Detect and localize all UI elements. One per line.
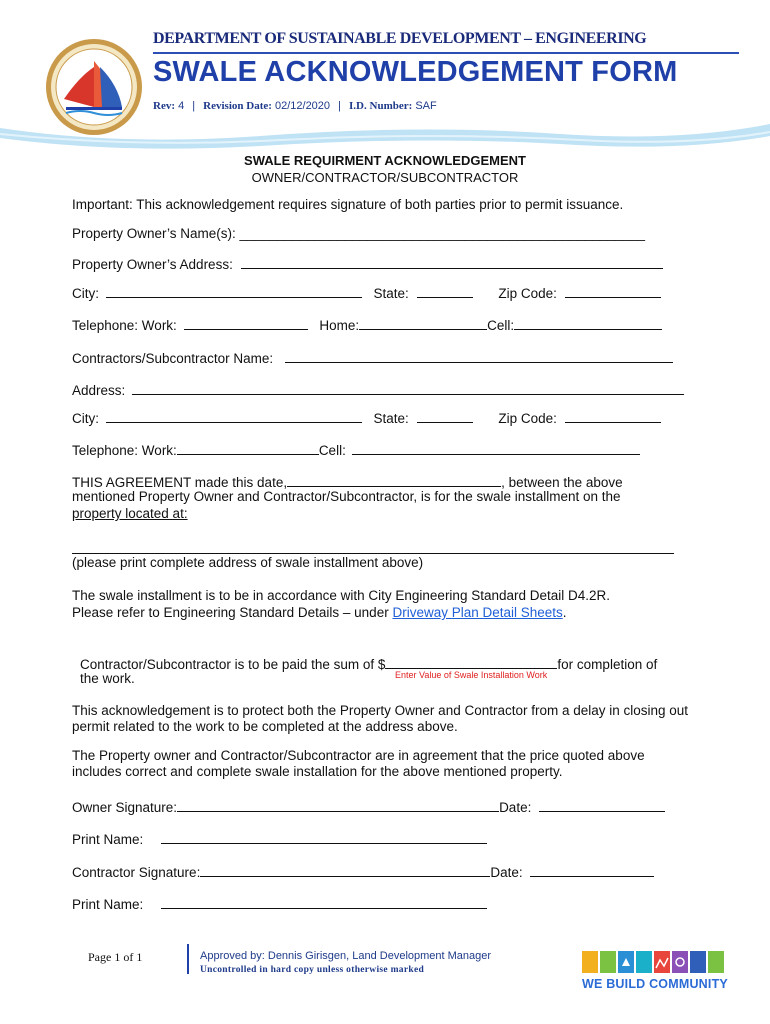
payment-text-c: the work. — [80, 671, 135, 686]
payment-text-a: Contractor/Subcontractor is to be paid the sum of $ — [80, 657, 386, 672]
owner-state-label: State: — [373, 286, 409, 301]
owner-names-field[interactable] — [72, 226, 645, 241]
contractor-cell-label: Cell: — [318, 443, 346, 458]
standard-detail-line-1: The swale installment is to be in accordance with City Engineering Standard Detail D4.2R. — [72, 588, 611, 603]
owner-city-input[interactable] — [106, 283, 362, 298]
contractor-zip-input[interactable] — [565, 408, 661, 423]
owner-state-input[interactable] — [417, 283, 473, 298]
agreement-text-b: , between the above — [501, 475, 623, 490]
owner-signature-row — [72, 797, 665, 815]
contractor-signature-label: Contractor Signature: — [72, 865, 201, 880]
owner-city-label: City: — [72, 286, 99, 301]
standard-detail-text: Please refer to Engineering Standard Details – under — [72, 605, 393, 620]
payment-text-b: for completion of — [557, 657, 658, 672]
owner-zip-input[interactable] — [565, 283, 661, 298]
rev-label: Rev: — [153, 100, 175, 112]
payment-hint: Enter Value of Swale Installation Work — [395, 670, 548, 680]
contractor-zip-label: Zip Code: — [498, 411, 557, 426]
price-paragraph: The Property owner and Contractor/Subcontractor are in agreement that the price quoted above includes correct and complete swale installation for the above mentioned property. — [72, 748, 645, 779]
owner-address-label: Property Owner’s Address: — [72, 257, 233, 272]
owner-work-phone-label: Telephone: Work: — [72, 318, 177, 333]
agreement-date-input[interactable] — [287, 472, 501, 487]
owner-signature-input[interactable] — [177, 797, 499, 812]
contractor-print-name-input[interactable] — [161, 894, 487, 909]
agreement-text-a: THIS AGREEMENT made this date, — [72, 475, 288, 490]
protect-paragraph: This acknowledgement is to protect both the Property Owner and Contractor from a delay in closing out permit related to the work to be completed at the address above. — [72, 703, 689, 734]
contractor-date-label: Date: — [490, 865, 523, 880]
contractor-address-row — [72, 380, 684, 398]
owner-home-phone-input[interactable] — [359, 315, 487, 330]
revision-line — [153, 100, 437, 112]
contractor-city-row — [72, 408, 661, 426]
footer-divider — [187, 944, 189, 974]
id-value: SAF — [415, 100, 437, 112]
contractor-state-input[interactable] — [417, 408, 473, 423]
owner-names-label: Property Owner’s Name(s): ______________________________________________________ — [72, 226, 645, 241]
section-heading: SWALE REQUIRMENT ACKNOWLEDGEMENT — [244, 153, 526, 168]
owner-date-label: Date: — [499, 800, 532, 815]
owner-phone-row — [72, 315, 662, 333]
installation-address-input[interactable] — [72, 553, 674, 554]
owner-cell-label: Cell: — [487, 318, 515, 333]
contractor-date-input[interactable] — [530, 862, 654, 877]
wave-band — [0, 112, 770, 152]
contractor-city-input[interactable] — [106, 408, 362, 423]
owner-date-input[interactable] — [539, 797, 665, 812]
owner-print-name-input[interactable] — [161, 829, 487, 844]
section-subheading: OWNER/CONTRACTOR/SUBCONTRACTOR — [251, 170, 519, 185]
owner-work-phone-input[interactable] — [184, 315, 308, 330]
agreement-line-2: mentioned Property Owner and Contractor/Subcontractor, is for the swale installment on the — [72, 489, 621, 504]
contractor-work-phone-label: Telephone: Work: — [72, 443, 177, 458]
form-title: SWALE ACKNOWLEDGEMENT FORM — [153, 56, 678, 88]
contractor-signature-input[interactable] — [200, 862, 490, 877]
agreement-line-1 — [72, 472, 623, 490]
approved-by: Approved by: Dennis Girisgen, Land Development Manager — [200, 950, 492, 962]
id-label: I.D. Number: — [349, 100, 413, 112]
contractor-state-label: State: — [373, 411, 409, 426]
contractor-name-row — [72, 348, 673, 366]
revision-date-label: Revision Date: — [203, 100, 272, 112]
contractor-address-input[interactable] — [132, 380, 684, 395]
contractor-signature-row — [72, 862, 654, 880]
owner-address-input[interactable] — [241, 254, 663, 269]
brand-tagline: WE BUILD COMMUNITY — [582, 977, 728, 991]
we-build-community-logo — [582, 948, 728, 976]
standard-detail-period: . — [562, 605, 567, 620]
driveway-plan-detail-link[interactable]: Driveway Plan Detail Sheets — [392, 605, 563, 620]
contractor-work-phone-input[interactable] — [177, 440, 319, 455]
owner-city-row — [72, 283, 661, 301]
department-name: DEPARTMENT OF SUSTAINABLE DEVELOPMENT – ENGINEERING — [153, 30, 647, 47]
standard-detail-line-2 — [72, 605, 567, 620]
rev-value: 4 — [178, 100, 185, 112]
contractor-name-label: Contractors/Subcontractor Name: — [72, 351, 274, 366]
id-separator: | — [338, 100, 341, 112]
page-number: Page 1 of 1 — [88, 950, 143, 964]
contractor-name-input[interactable] — [285, 348, 673, 363]
owner-cell-input[interactable] — [514, 315, 662, 330]
contractor-phone-row — [72, 440, 640, 458]
header-rule — [153, 52, 739, 54]
contractor-print-name-label: Print Name: — [72, 897, 144, 912]
contractor-cell-input[interactable] — [352, 440, 640, 455]
payment-amount-input[interactable] — [385, 654, 557, 669]
contractor-city-label: City: — [72, 411, 99, 426]
owner-zip-label: Zip Code: — [498, 286, 557, 301]
installation-address-note: (please print complete address of swale installment above) — [72, 555, 424, 570]
owner-signature-label: Owner Signature: — [72, 800, 178, 815]
uncontrolled-note: Uncontrolled in hard copy unless otherwise marked — [200, 965, 425, 975]
revision-date-value: 02/12/2020 — [274, 100, 331, 112]
contractor-print-name-row — [72, 894, 487, 912]
rev-separator: | — [192, 100, 196, 112]
agreement-line-3: property located at: — [72, 506, 188, 521]
owner-home-phone-label: Home: — [319, 318, 360, 333]
owner-print-name-label: Print Name: — [72, 832, 144, 847]
contractor-address-label: Address: — [72, 383, 126, 398]
owner-address-row — [72, 254, 663, 272]
important-note: Important: This acknowledgement requires signature of both parties prior to permit issuance. — [72, 197, 624, 212]
owner-print-name-row — [72, 829, 487, 847]
payment-line — [80, 654, 657, 672]
